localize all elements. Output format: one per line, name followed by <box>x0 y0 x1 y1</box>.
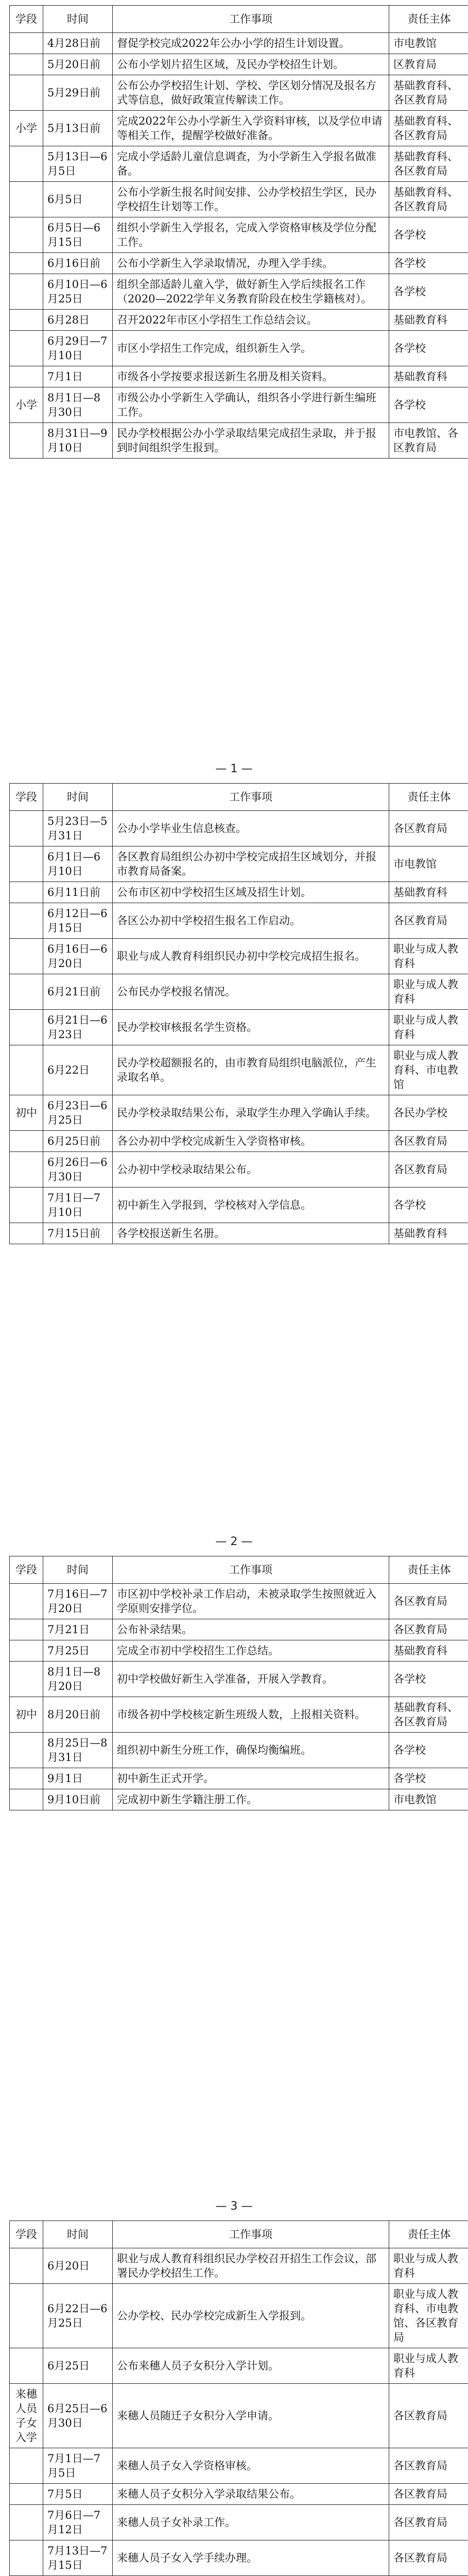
cell-stage <box>10 217 43 253</box>
cell-item: 公布小学新生报名时间安排、公办学校招生学区，民办学校招生计划等工作。 <box>113 182 389 217</box>
table-row <box>10 1768 468 1789</box>
cell-time: 6月25日前 <box>43 1131 113 1152</box>
cell-stage <box>10 366 43 387</box>
cell-time: 6月22日—6月25日 <box>43 2284 113 2348</box>
cell-item: 民办学校超额报名的，由市教育局组织电脑派位，产生录取名单。 <box>113 1045 389 1095</box>
cell-time: 7月1日—7月5日 <box>43 2448 113 2484</box>
table-row <box>10 111 468 146</box>
table-header-row <box>10 2221 468 2248</box>
column-header-resp: 责任主体 <box>389 6 468 33</box>
table-row <box>10 1010 468 1045</box>
cell-time: 6月21日—6月23日 <box>43 1010 113 1045</box>
table-row <box>10 1152 468 1188</box>
cell-resp: 基础教育科 <box>389 366 468 387</box>
cell-stage <box>10 423 43 459</box>
cell-stage <box>10 1223 43 1244</box>
table-row <box>10 1697 468 1733</box>
table-row <box>10 2384 468 2448</box>
table-row <box>10 2248 468 2284</box>
table-row <box>10 1662 468 1697</box>
page-number: — 3 — <box>215 2200 253 2213</box>
table-row <box>10 1640 468 1662</box>
cell-resp: 各学校 <box>389 1188 468 1223</box>
table-row <box>10 811 468 846</box>
table-row <box>10 2448 468 2484</box>
cell-time: 7月5日 <box>43 2484 113 2505</box>
column-header-time: 时间 <box>43 6 113 33</box>
cell-resp: 基础教育科 <box>389 1640 468 1662</box>
cell-stage <box>10 2348 43 2384</box>
cell-item: 民办学校录取结果公布，录取学生办理入学确认手续。 <box>113 1095 389 1131</box>
column-header-stage: 学段 <box>10 784 43 811</box>
cell-time: 4月28日前 <box>43 33 113 54</box>
cell-item: 完成全市初中学校招生工作总结。 <box>113 1640 389 1662</box>
cell-resp: 各学校 <box>389 387 468 423</box>
cell-item: 初中学校做好新生入学准备，开展入学教育。 <box>113 1662 389 1697</box>
cell-resp: 各区教育局 <box>389 2448 468 2484</box>
cell-time: 7月1日—7月10日 <box>43 1188 113 1223</box>
table-row <box>10 1095 468 1131</box>
cell-resp: 各学校 <box>389 253 468 274</box>
cell-time: 7月13日—7月15日 <box>43 2540 113 2576</box>
table-row <box>10 2484 468 2505</box>
column-header-resp: 责任主体 <box>389 784 468 811</box>
schedule-table-page2 <box>9 783 468 1244</box>
cell-resp: 各区教育局 <box>389 903 468 939</box>
cell-item: 公办小学毕业生信息核查。 <box>113 811 389 846</box>
cell-stage <box>10 1640 43 1662</box>
cell-resp: 市电教馆 <box>389 846 468 882</box>
cell-time: 6月29日—7月10日 <box>43 331 113 366</box>
cell-resp: 各区教育局 <box>389 811 468 846</box>
cell-resp: 基础教育科 <box>389 882 468 903</box>
cell-stage <box>10 1188 43 1223</box>
table-row <box>10 54 468 75</box>
cell-stage <box>10 54 43 75</box>
schedule-table-page3 <box>9 1556 468 1810</box>
cell-time: 6月10日—6月25日 <box>43 274 113 310</box>
cell-time: 6月5日 <box>43 182 113 217</box>
cell-item: 公布民办学校报名情况。 <box>113 974 389 1010</box>
cell-stage <box>10 1131 43 1152</box>
table-header-row <box>10 6 468 33</box>
cell-stage: 初中 <box>10 1697 43 1733</box>
cell-stage: 初中 <box>10 1095 43 1131</box>
schedule-table-page4 <box>9 2221 468 2576</box>
cell-stage <box>10 939 43 974</box>
table-header-row <box>10 784 468 811</box>
cell-item: 公布小学划片招生区域，及民办学校招生计划。 <box>113 54 389 75</box>
cell-resp: 基础教育科 <box>389 310 468 331</box>
cell-item: 完成2022年公办小学新生入学资料审核，以及学位申请等相关工作，提醒学校做好准备。 <box>113 111 389 146</box>
table-header-row <box>10 1556 468 1584</box>
cell-resp: 职业与成人教育科 <box>389 939 468 974</box>
cell-stage: 小学 <box>10 111 43 146</box>
cell-resp: 职业与成人教育科、市电教馆 <box>389 1045 468 1095</box>
cell-stage <box>10 1733 43 1768</box>
table-row <box>10 2348 468 2384</box>
cell-time: 7月6日—7月12日 <box>43 2505 113 2540</box>
cell-stage <box>10 811 43 846</box>
column-header-time: 时间 <box>43 2221 113 2248</box>
cell-resp: 基础教育科、各区教育局 <box>389 75 468 111</box>
cell-resp: 各民办学校 <box>389 1095 468 1131</box>
cell-stage <box>10 1662 43 1697</box>
column-header-stage: 学段 <box>10 6 43 33</box>
cell-resp: 各学校 <box>389 1733 468 1768</box>
cell-stage <box>10 1768 43 1789</box>
cell-item: 市区小学招生工作完成，组织新生入学。 <box>113 331 389 366</box>
cell-time: 8月25日—8月31日 <box>43 1733 113 1768</box>
cell-item: 各区教育局组织公办初中学校完成招生区域划分，并报市教育局备案。 <box>113 846 389 882</box>
column-header-resp: 责任主体 <box>389 1556 468 1584</box>
table-row <box>10 974 468 1010</box>
cell-resp: 职业与成人教育科 <box>389 2248 468 2284</box>
page-number: — 1 — <box>215 762 253 775</box>
cell-item: 召开2022年市区小学招生工作总结会议。 <box>113 310 389 331</box>
cell-time: 9月10日前 <box>43 1789 113 1810</box>
cell-item: 公布公办学校招生计划、学校、学区划分情况及报名方式等信息，做好政策宣传解读工作。 <box>113 75 389 111</box>
cell-stage <box>10 1584 43 1619</box>
cell-resp: 基础教育科 <box>389 1223 468 1244</box>
cell-time: 6月11日前 <box>43 882 113 903</box>
cell-stage <box>10 331 43 366</box>
cell-stage <box>10 1619 43 1640</box>
cell-resp: 各区教育局 <box>389 2484 468 2505</box>
cell-item: 来穗人员子女积分入学录取结果公布。 <box>113 2484 389 2505</box>
table-row <box>10 182 468 217</box>
cell-time: 6月1日—6月10日 <box>43 846 113 882</box>
cell-resp: 各区教育局 <box>389 1131 468 1152</box>
cell-item: 完成初中新生学籍注册工作。 <box>113 1789 389 1810</box>
cell-item: 民办学校审核报名学生资格。 <box>113 1010 389 1045</box>
cell-stage <box>10 75 43 111</box>
table-row <box>10 2540 468 2576</box>
cell-time: 8月1日—8月20日 <box>43 1662 113 1697</box>
cell-time: 6月26日—6月30日 <box>43 1152 113 1188</box>
table-row <box>10 1584 468 1619</box>
cell-item: 公布小学新生入学录取情况，办理入学手续。 <box>113 253 389 274</box>
cell-resp: 各学校 <box>389 1768 468 1789</box>
cell-resp: 职业与成人教育科 <box>389 2348 468 2384</box>
cell-stage <box>10 310 43 331</box>
cell-stage <box>10 882 43 903</box>
cell-time: 7月25日 <box>43 1640 113 1662</box>
table-row <box>10 2505 468 2540</box>
table-row <box>10 846 468 882</box>
cell-stage <box>10 1045 43 1095</box>
cell-time: 6月23日—6月25日 <box>43 1095 113 1131</box>
column-header-item: 工作事项 <box>113 2221 389 2248</box>
column-header-resp: 责任主体 <box>389 2221 468 2248</box>
cell-resp: 各区教育局 <box>389 1152 468 1188</box>
table-row <box>10 1045 468 1095</box>
table-row <box>10 217 468 253</box>
cell-time: 7月21日 <box>43 1619 113 1640</box>
cell-stage <box>10 846 43 882</box>
cell-time: 6月25日—6月30日 <box>43 2384 113 2448</box>
cell-item: 公办初中学校录取结果公布。 <box>113 1152 389 1188</box>
table-row <box>10 2284 468 2348</box>
cell-time: 5月13日—6月5日 <box>43 146 113 182</box>
table-row <box>10 274 468 310</box>
cell-item: 民办学校根据公办小学录取结果完成招生录取，并于报到时间组织学生报到。 <box>113 423 389 459</box>
cell-time: 6月12日—6月15日 <box>43 903 113 939</box>
cell-resp: 各学校 <box>389 274 468 310</box>
table-row <box>10 1789 468 1810</box>
cell-resp: 各区教育局 <box>389 2384 468 2448</box>
cell-resp: 各区教育局 <box>389 2505 468 2540</box>
cell-resp: 职业与成人教育科、市电教馆、各区教育局 <box>389 2284 468 2348</box>
cell-resp: 市电教馆 <box>389 1789 468 1810</box>
cell-stage <box>10 2448 43 2484</box>
cell-stage <box>10 146 43 182</box>
cell-time: 7月15日前 <box>43 1223 113 1244</box>
cell-time: 6月16日—6月20日 <box>43 939 113 974</box>
cell-time: 7月16日—7月20日 <box>43 1584 113 1619</box>
cell-resp: 区教育局 <box>389 54 468 75</box>
page-number: — 2 — <box>215 1535 253 1548</box>
cell-resp: 基础教育科、各区教育局 <box>389 1697 468 1733</box>
cell-stage <box>10 182 43 217</box>
cell-resp: 市电教馆、各区教育局 <box>389 423 468 459</box>
cell-item: 完成小学适龄儿童信息调查，为小学新生入学报名做准备。 <box>113 146 389 182</box>
cell-resp: 各学校 <box>389 217 468 253</box>
table-row <box>10 331 468 366</box>
table-row <box>10 1223 468 1244</box>
cell-item: 公布市区初中学校招生区域及招生计划。 <box>113 882 389 903</box>
cell-stage <box>10 274 43 310</box>
cell-item: 来穗人员子女补录工作。 <box>113 2505 389 2540</box>
cell-stage <box>10 2505 43 2540</box>
cell-time: 5月29日前 <box>43 75 113 111</box>
table-row <box>10 75 468 111</box>
cell-resp: 基础教育科、各区教育局 <box>389 182 468 217</box>
cell-item: 职业与成人教育科组织民办学校召开招生工作会议，部署民办学校招生工作。 <box>113 2248 389 2284</box>
cell-item: 来穗人员子女入学资格审核。 <box>113 2448 389 2484</box>
cell-item: 市区初中学校补录工作启动，未被录取学生按照就近入学原则安排学位。 <box>113 1584 389 1619</box>
cell-time: 5月13日前 <box>43 111 113 146</box>
cell-time: 6月28日 <box>43 310 113 331</box>
cell-resp: 职业与成人教育科 <box>389 1010 468 1045</box>
table-row <box>10 1619 468 1640</box>
cell-item: 初中新生入学报到，学校核对入学信息。 <box>113 1188 389 1223</box>
cell-item: 各区公办初中学校招生报名工作启动。 <box>113 903 389 939</box>
table-row <box>10 146 468 182</box>
schedule-table-page1 <box>9 5 468 459</box>
cell-stage <box>10 33 43 54</box>
cell-time: 6月16日前 <box>43 253 113 274</box>
table-row <box>10 423 468 459</box>
cell-stage <box>10 2248 43 2284</box>
cell-time: 6月21日前 <box>43 974 113 1010</box>
cell-resp: 各区教育局 <box>389 2540 468 2576</box>
column-header-stage: 学段 <box>10 1556 43 1584</box>
cell-item: 市级各初中学校核定新生班级人数，上报相关资料。 <box>113 1697 389 1733</box>
cell-resp: 基础教育科、各区教育局 <box>389 146 468 182</box>
table-row <box>10 387 468 423</box>
cell-item: 公布补录结果。 <box>113 1619 389 1640</box>
cell-item: 公办学校、民办学校完成新生入学报到。 <box>113 2284 389 2348</box>
cell-item: 职业与成人教育科组织民办初中学校完成招生报名。 <box>113 939 389 974</box>
cell-resp: 各学校 <box>389 331 468 366</box>
cell-stage <box>10 903 43 939</box>
table-row <box>10 939 468 974</box>
cell-item: 来穗人员随迁子女积分入学申请。 <box>113 2384 389 2448</box>
column-header-item: 工作事项 <box>113 6 389 33</box>
cell-stage <box>10 1010 43 1045</box>
cell-item: 市级公办小学新生入学确认，组织各小学进行新生编班工作。 <box>113 387 389 423</box>
table-row <box>10 882 468 903</box>
cell-stage <box>10 974 43 1010</box>
column-header-stage: 学段 <box>10 2221 43 2248</box>
cell-time: 8月20日前 <box>43 1697 113 1733</box>
table-row <box>10 903 468 939</box>
cell-time: 8月1日—8月30日 <box>43 387 113 423</box>
table-row <box>10 1733 468 1768</box>
cell-item: 各学校报送新生名册。 <box>113 1223 389 1244</box>
cell-resp: 各学校 <box>389 1662 468 1697</box>
cell-resp: 市电教馆 <box>389 33 468 54</box>
cell-stage: 来穗人员子女入学 <box>10 2384 43 2448</box>
cell-stage <box>10 2284 43 2348</box>
column-header-time: 时间 <box>43 784 113 811</box>
table-row <box>10 310 468 331</box>
cell-resp: 各区教育局 <box>389 1584 468 1619</box>
cell-item: 来穗人员子女入学手续办理。 <box>113 2540 389 2576</box>
cell-item: 组织全部适龄儿童入学，做好新生入学后续报名工作（2020—2022学年义务教育阶段在校生学籍核对）。 <box>113 274 389 310</box>
column-header-item: 工作事项 <box>113 784 389 811</box>
cell-stage <box>10 1152 43 1188</box>
cell-time: 7月1日 <box>43 366 113 387</box>
table-row <box>10 1188 468 1223</box>
cell-stage: 小学 <box>10 387 43 423</box>
table-row <box>10 1131 468 1152</box>
cell-item: 各公办初中学校完成新生入学资格审核。 <box>113 1131 389 1152</box>
cell-stage <box>10 1789 43 1810</box>
table-row <box>10 33 468 54</box>
cell-time: 5月20日前 <box>43 54 113 75</box>
cell-resp: 职业与成人教育科 <box>389 974 468 1010</box>
column-header-item: 工作事项 <box>113 1556 389 1584</box>
cell-time: 6月20日 <box>43 2248 113 2284</box>
cell-resp: 各区教育局 <box>389 1619 468 1640</box>
cell-item: 公布来穗人员子女积分入学计划。 <box>113 2348 389 2384</box>
cell-item: 初中新生正式开学。 <box>113 1768 389 1789</box>
cell-time: 6月25日 <box>43 2348 113 2384</box>
cell-item: 督促学校完成2022年公办小学的招生计划设置。 <box>113 33 389 54</box>
cell-time: 5月23日—5月31日 <box>43 811 113 846</box>
cell-stage <box>10 253 43 274</box>
cell-item: 市级各小学按要求报送新生名册及相关资料。 <box>113 366 389 387</box>
cell-time: 9月1日 <box>43 1768 113 1789</box>
cell-time: 6月22日 <box>43 1045 113 1095</box>
table-row <box>10 366 468 387</box>
cell-time: 6月5日—6月15日 <box>43 217 113 253</box>
cell-item: 组织初中新生分班工作，确保均衡编班。 <box>113 1733 389 1768</box>
cell-resp: 基础教育科、各区教育局 <box>389 111 468 146</box>
cell-stage <box>10 2484 43 2505</box>
cell-item: 组织小学新生入学报名，完成入学资格审核及学位分配工作。 <box>113 217 389 253</box>
column-header-time: 时间 <box>43 1556 113 1584</box>
cell-stage <box>10 2540 43 2576</box>
table-row <box>10 253 468 274</box>
cell-time: 8月31日—9月10日 <box>43 423 113 459</box>
